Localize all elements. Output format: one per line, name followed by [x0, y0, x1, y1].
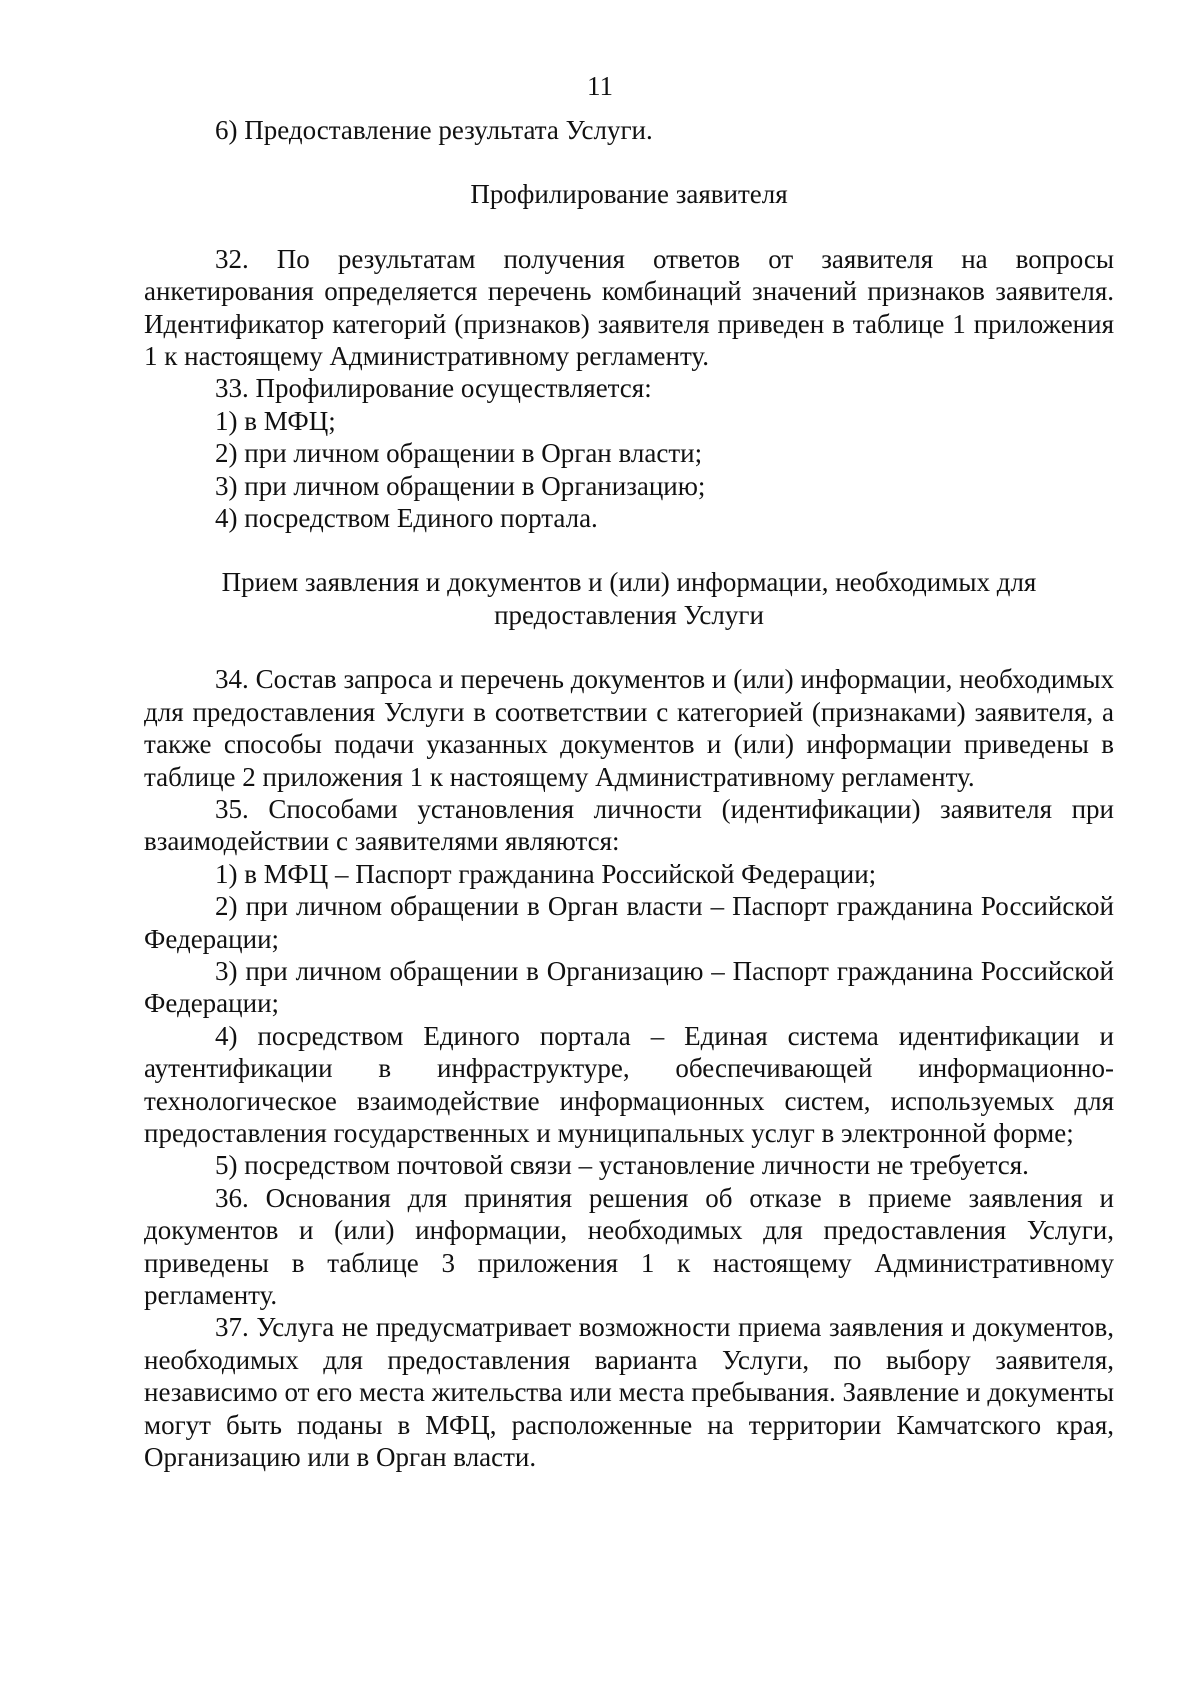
list-item: 4) посредством Единого портала – Единая система идентификации и аутентификации в инфраструктуре, обеспечивающей информационно-технологическое взаимодействие информационных систем, используемых для предоставления государственных и муниципальных услуг в электронной форме; [144, 1020, 1114, 1148]
paragraph-33: 33. Профилирование осуществляется: [215, 373, 652, 404]
section-heading-wrapper [144, 566, 1114, 631]
paragraph-32: 32. По результатам получения ответов от заявителя на вопросы анкетирования определяется перечень комбинаций значений признаков заявителя. Идентификатор категорий (признаков) заявителя приведен в таблице 1 приложения 1 к настоящему Административному регламенту. [144, 243, 1114, 372]
list-item: 3) при личном обращении в Организацию; [215, 470, 706, 501]
list-item: 4) посредством Единого портала. [215, 503, 598, 534]
paragraph-35: 35. Способами установления личности (идентификации) заявителя при взаимодействии с заявителями являются: [144, 793, 1114, 857]
paragraph-34: 34. Состав запроса и перечень документов и (или) информации, необходимых для предоставления Услуги в соответствии с категорией (признаками) заявителя, а также способы подачи указанных документов и (или) информации приведены в таблице 2 приложения 1 к настоящему Административному регламенту. [144, 664, 1114, 792]
list-item: 5) посредством почтовой связи – установление личности не требуется. [215, 1150, 1029, 1181]
paragraph-37: 37. Услуга не предусматривает возможности приема заявления и документов, необходимых для предоставления варианта Услуги, по выбору заявителя, независимо от его места жительства или места пребывания. Заявление и документы могут быть поданы в МФЦ, расположенные на территории Камчатского края, Организацию или в Орган власти. [144, 1312, 1114, 1473]
paragraph-36: 36. Основания для принятия решения об отказе в приеме заявления и документов и (или) информации, необходимых для предоставления Услуги, приведены в таблице 3 приложения 1 к настоящему Административному регламенту. [144, 1182, 1114, 1310]
spacer [144, 211, 1114, 243]
spacer [144, 146, 1114, 178]
page-number: 11 [587, 71, 613, 101]
intro-list-item: 6) Предоставление результата Услуги. [215, 115, 653, 145]
spacer [144, 534, 1114, 566]
list-item: 2) при личном обращении в Орган власти; [215, 438, 703, 469]
list-item: 1) в МФЦ – Паспорт гражданина Российской Федерации; [215, 858, 877, 889]
spacer [144, 631, 1114, 663]
list-item: 3) при личном обращении в Организацию – Паспорт гражданина Российской Федерации; [144, 955, 1114, 1019]
list-item: 1) в МФЦ; [215, 405, 336, 436]
list-item: 2) при личном обращении в Орган власти – Паспорт гражданина Российской Федерации; [144, 891, 1114, 954]
document-body [144, 114, 1114, 1473]
section-heading-reception: Прием заявления и документов и (или) информации, необходимых для предоставления Услуги [221, 567, 1037, 630]
section-heading-profiling: Профилирование заявителя [470, 179, 788, 210]
